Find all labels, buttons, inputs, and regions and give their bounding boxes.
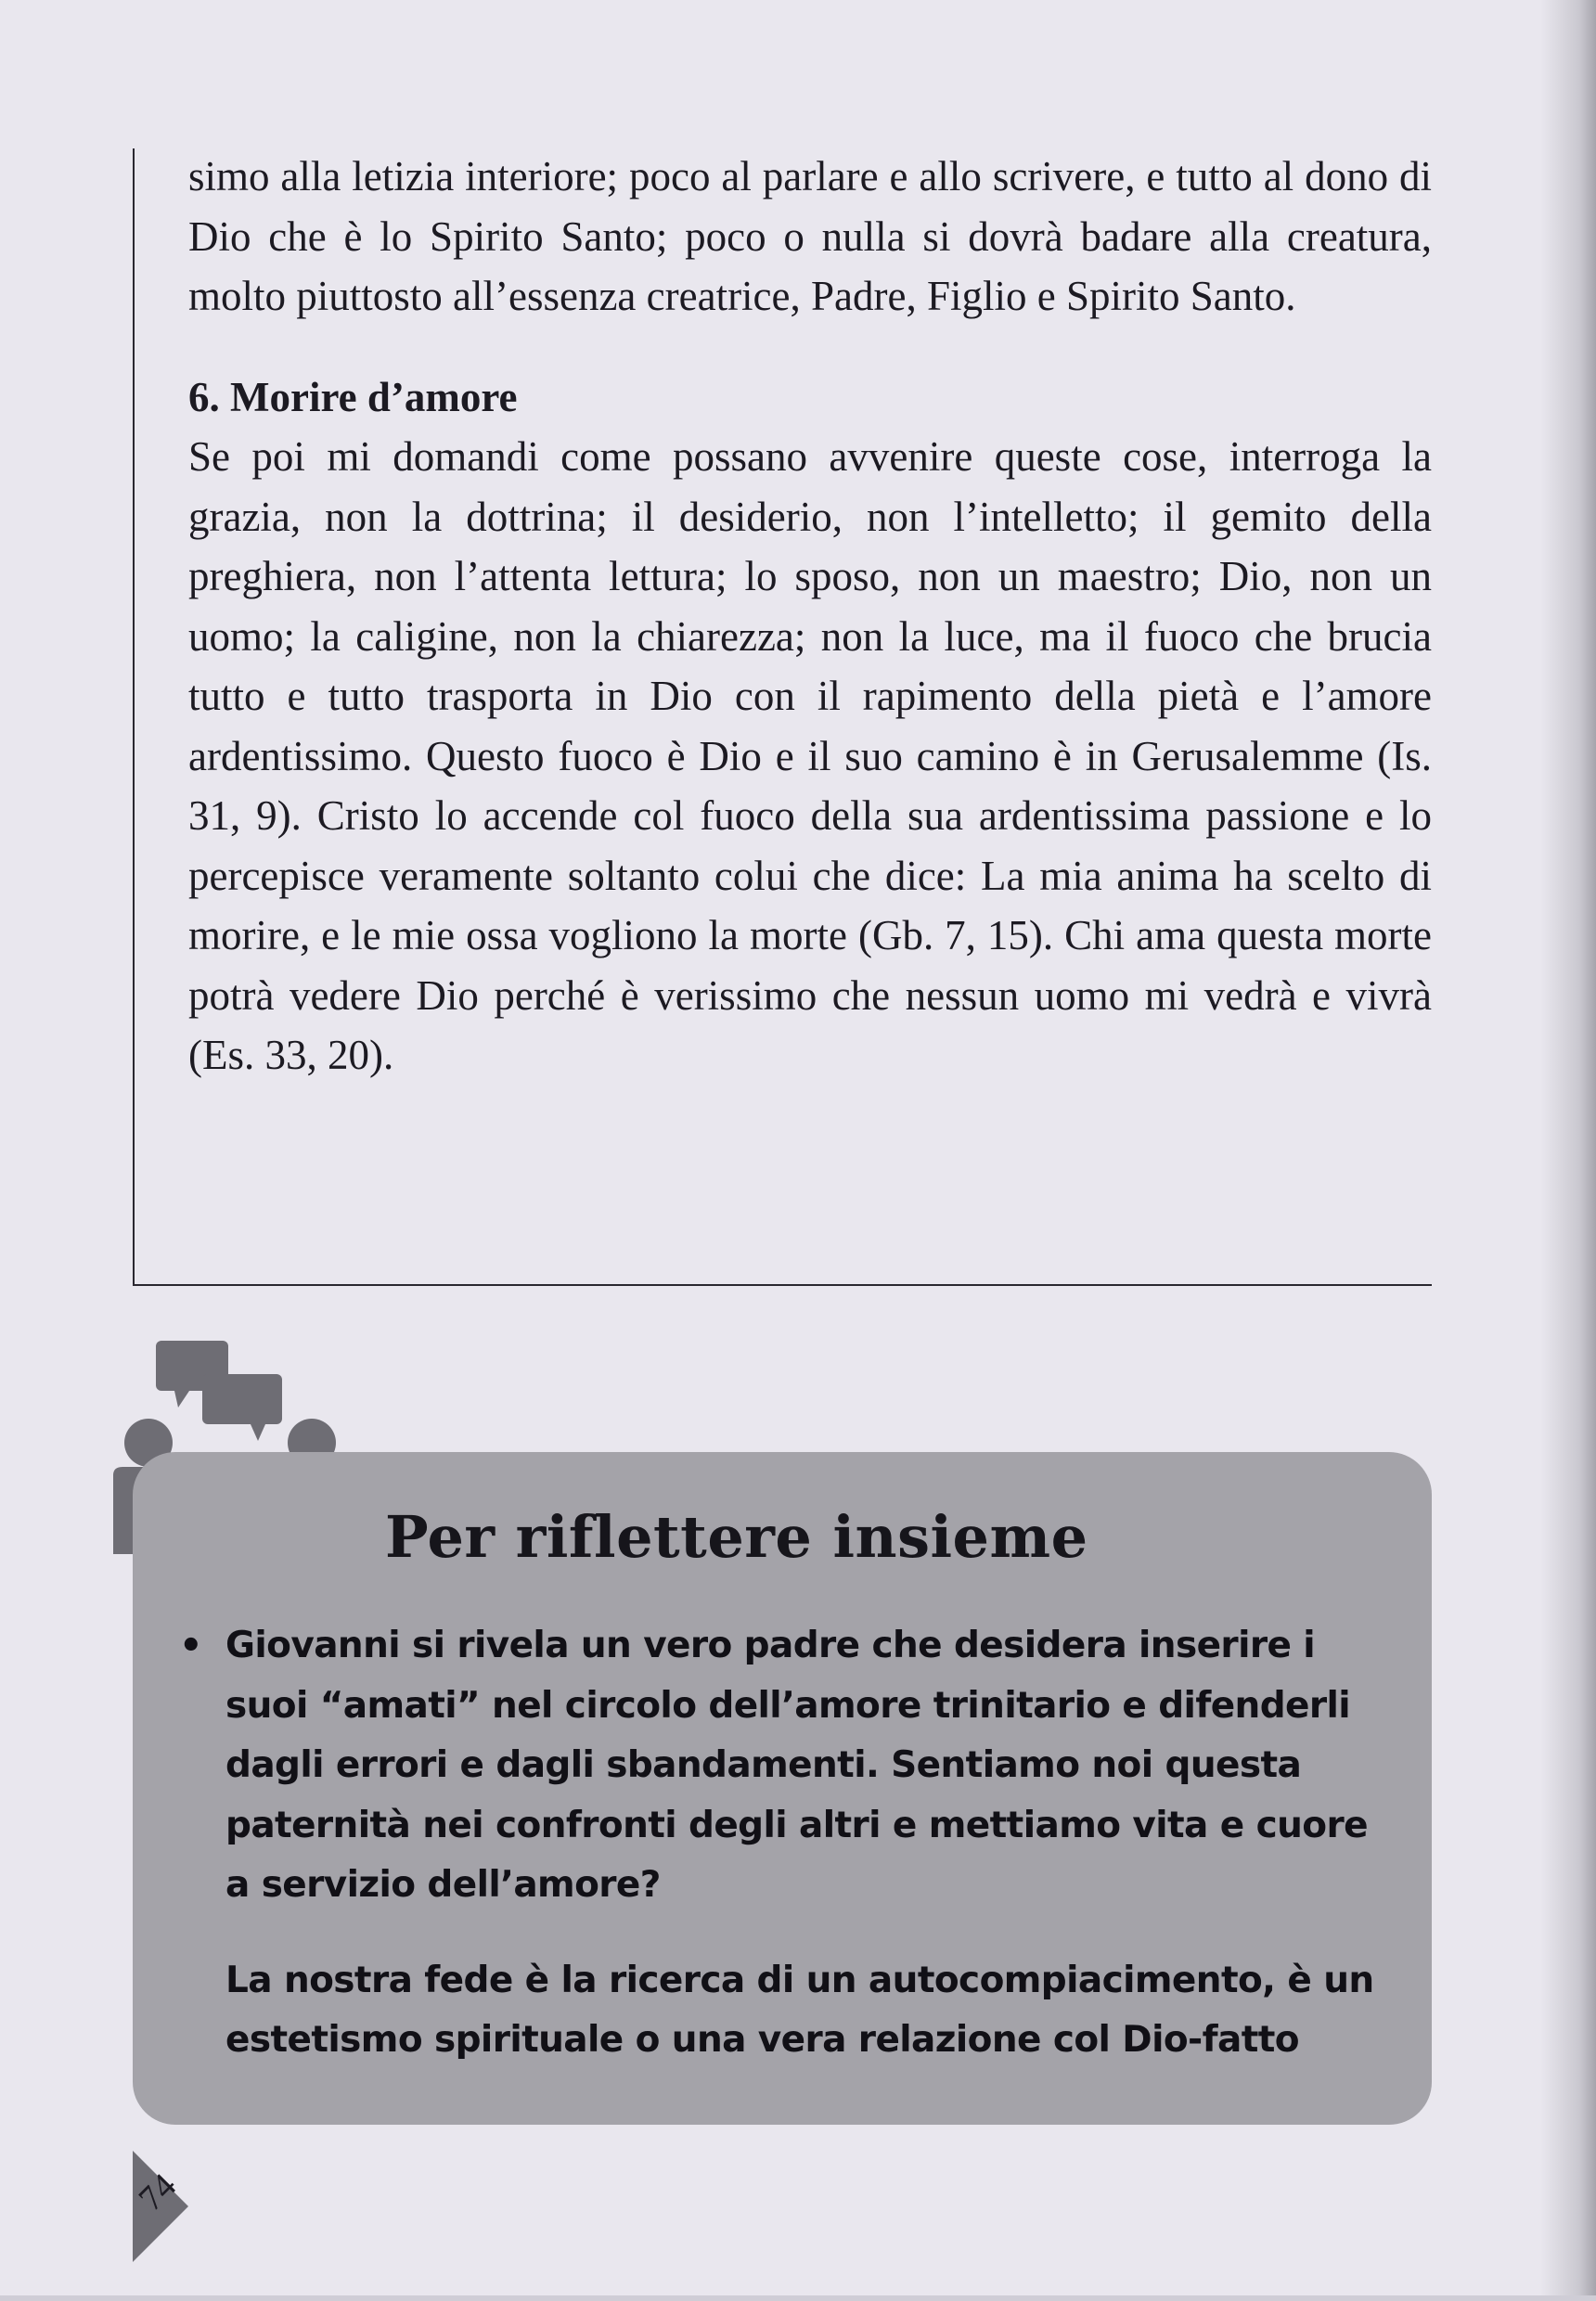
bullet-icon: • — [179, 1625, 202, 1667]
binding-shadow — [1540, 0, 1596, 2301]
reflection-item — [179, 1616, 1393, 1916]
reflection-item-text: Giovanni si rivela un vero padre che desidera inserire i suoi “amati” nel circolo dell’amore trinitario e difenderli dagli errori e dagli sbandamenti. Sentiamo noi questa paternità nei confronti degli altri e mettiamo vita e cuore a servizio dell’amore? — [225, 1625, 1368, 1906]
main-text-block — [188, 147, 1432, 1086]
paragraph-morire-damore: Se poi mi domandi come possano avvenire queste cose, interroga la grazia, non la dottrina; il desiderio, non l’intelletto; il gemito della preghiera, non l’attenta lettura; lo sposo, non un maestro; Dio, non un uomo; la caligine, non la chiarezza; non la luce, ma il fuoco che brucia tutto e tutto trasporta in Dio con il rapimento della pietà e l’amore ardentissimo. Questo fuoco è Dio e il suo camino è in Gerusalemme (Is. 31, 9). Cristo lo accende col fuoco della sua ardentissima passione e lo percepisce veramente soltanto colui che dice: La mia anima ha scelto di morire, e le mie ossa vogliono la morte (Gb. 7, 15). Chi ama questa morte potrà vedere Dio perché è verissimo che nessun uomo mi vedrà e vivrà (Es. 33, 20). — [188, 433, 1432, 1078]
paragraph-spacer — [188, 327, 1432, 367]
paragraph-continuation: simo alla letizia interiore; poco al parlare e allo scrivere, e tutto al dono di Dio che è lo Spirito Santo; poco o nulla si dovrà badare alla creatura, molto piuttosto all’essenza creatrice, Padre, Figlio e Spirito Santo. — [188, 153, 1432, 319]
reflection-title: Per riflettere insieme — [385, 1503, 1088, 1571]
reflection-content — [179, 1616, 1393, 2071]
reflection-item — [225, 1951, 1393, 2071]
section-heading: 6. Morire d’amore — [188, 373, 518, 420]
page-bottom-edge — [0, 2295, 1596, 2301]
page-number: 74 — [131, 2166, 185, 2219]
reflection-item-text: La nostra fede è la ricerca di un autocompiacimento, è un estetismo spirituale o una vera relazione col Dio-fatto — [225, 1959, 1374, 2061]
item-spacer — [225, 1916, 1393, 1951]
